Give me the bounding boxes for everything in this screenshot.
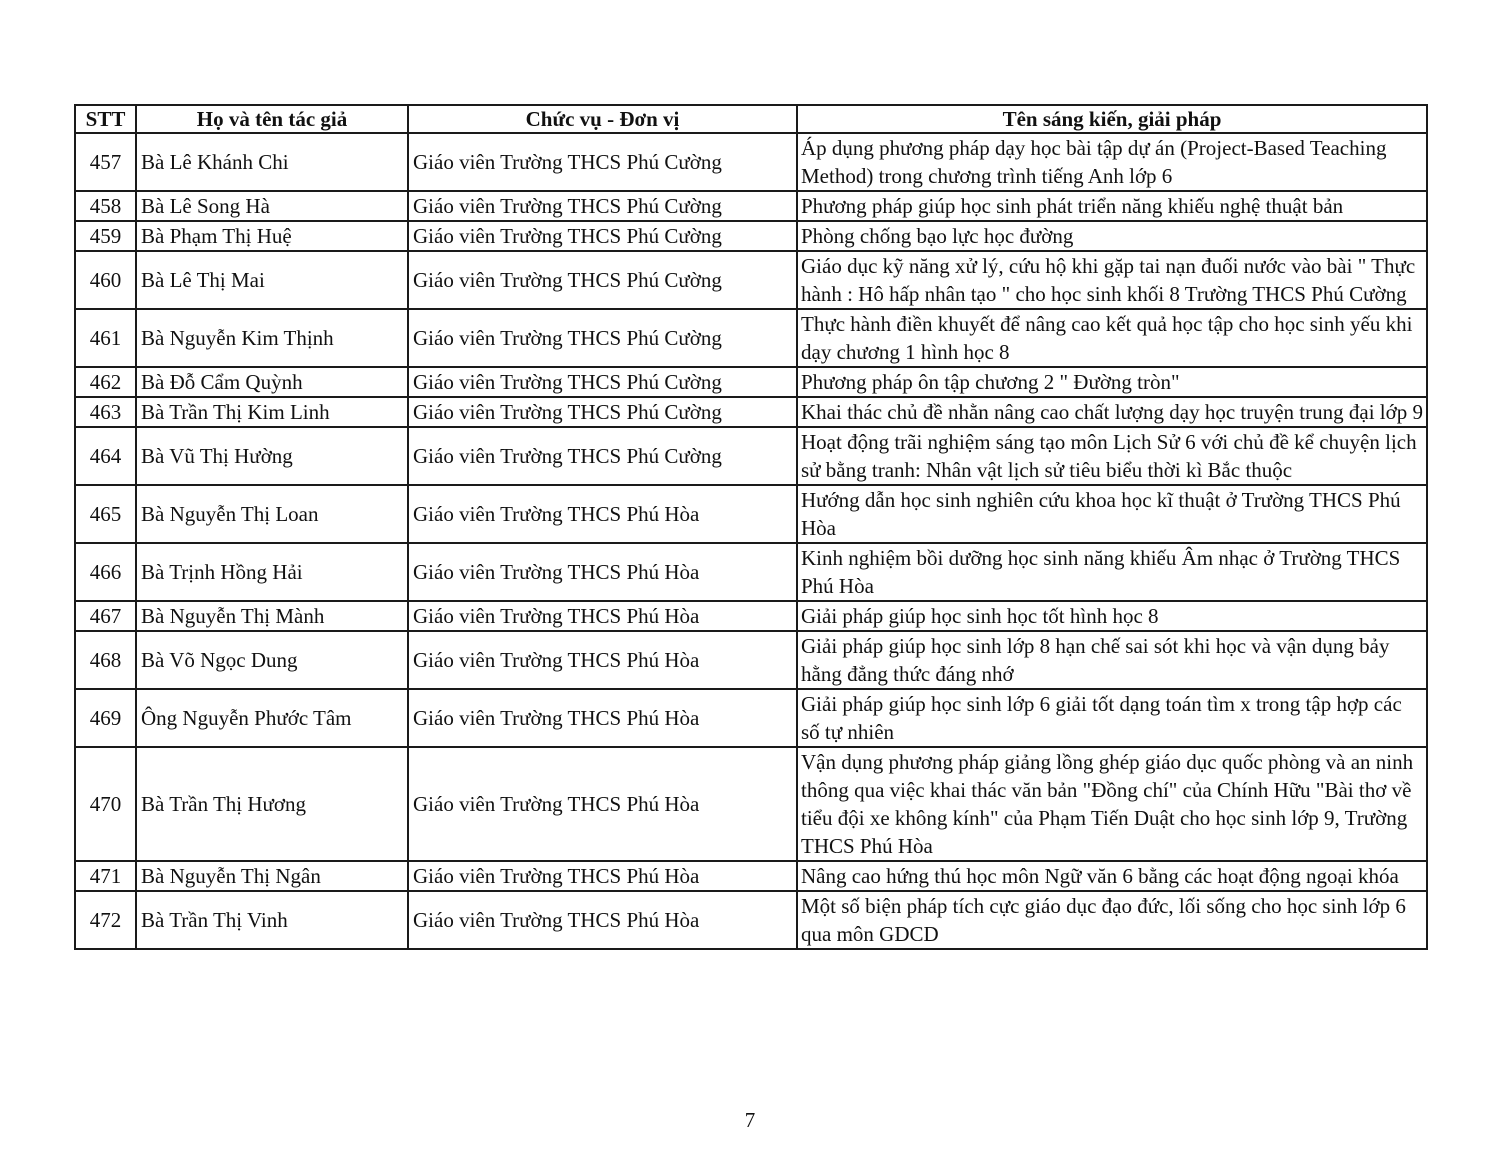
table-row: [75, 543, 1427, 601]
table-row: [75, 631, 1427, 689]
row-title: Vận dụng phương pháp giảng lồng ghép giáo dục quốc phòng và an ninh thông qua việc khai thác văn bản "Đồng chí" của Chính Hữu "Bài thơ về tiểu đội xe không kính" của Phạm Tiến Duật cho học sinh lớp 9, Trường THCS Phú Hòa: [797, 747, 1427, 861]
row-title: Nâng cao hứng thú học môn Ngữ văn 6 bằng các hoạt động ngoại khóa: [797, 861, 1427, 891]
row-author: Bà Võ Ngọc Dung: [136, 631, 408, 689]
row-position: Giáo viên Trường THCS Phú Cường: [408, 309, 797, 367]
row-title: Hướng dẫn học sinh nghiên cứu khoa học kĩ thuật ở Trường THCS Phú Hòa: [797, 485, 1427, 543]
table-row: [75, 861, 1427, 891]
table-header-row: [75, 105, 1427, 133]
row-position: Giáo viên Trường THCS Phú Cường: [408, 191, 797, 221]
row-stt: 470: [75, 747, 136, 861]
row-position: Giáo viên Trường THCS Phú Hòa: [408, 891, 797, 949]
row-title: Khai thác chủ đề nhằn nâng cao chất lượng dạy học truyện trung đại lớp 9: [797, 397, 1427, 427]
row-stt: 468: [75, 631, 136, 689]
row-title: Giải pháp giúp học sinh lớp 6 giải tốt dạng toán tìm x trong tập hợp các số tự nhiên: [797, 689, 1427, 747]
row-author: Bà Lê Thị Mai: [136, 251, 408, 309]
row-stt: 467: [75, 601, 136, 631]
row-stt: 466: [75, 543, 136, 601]
table-row: [75, 221, 1427, 251]
row-position: Giáo viên Trường THCS Phú Cường: [408, 367, 797, 397]
row-stt: 464: [75, 427, 136, 485]
table-row: [75, 747, 1427, 861]
table-row: [75, 251, 1427, 309]
initiatives-table: [74, 104, 1428, 950]
row-author: Bà Trần Thị Hương: [136, 747, 408, 861]
row-position: Giáo viên Trường THCS Phú Hòa: [408, 861, 797, 891]
row-title: Giải pháp giúp học sinh học tốt hình học 8: [797, 601, 1427, 631]
row-position: Giáo viên Trường THCS Phú Cường: [408, 427, 797, 485]
row-stt: 459: [75, 221, 136, 251]
row-title: Giáo dục kỹ năng xử lý, cứu hộ khi gặp tai nạn đuối nước vào bài " Thực hành : Hô hấp nhân tạo " cho học sinh khối 8 Trường THCS Phú Cường: [797, 251, 1427, 309]
row-position: Giáo viên Trường THCS Phú Cường: [408, 221, 797, 251]
table-row: [75, 397, 1427, 427]
row-position: Giáo viên Trường THCS Phú Cường: [408, 251, 797, 309]
row-position: Giáo viên Trường THCS Phú Hòa: [408, 631, 797, 689]
row-title: Kinh nghiệm bồi dưỡng học sinh năng khiếu Âm nhạc ở Trường THCS Phú Hòa: [797, 543, 1427, 601]
row-author: Bà Trần Thị Vinh: [136, 891, 408, 949]
row-author: Bà Nguyễn Thị Loan: [136, 485, 408, 543]
table-row: [75, 133, 1427, 191]
row-position: Giáo viên Trường THCS Phú Cường: [408, 397, 797, 427]
row-author: Bà Trần Thị Kim Linh: [136, 397, 408, 427]
row-stt: 469: [75, 689, 136, 747]
row-title: Áp dụng phương pháp dạy học bài tập dự án (Project-Based Teaching Method) trong chương trình tiếng Anh lớp 6: [797, 133, 1427, 191]
row-author: Bà Nguyễn Thị Ngân: [136, 861, 408, 891]
row-stt: 460: [75, 251, 136, 309]
row-title: Phương pháp giúp học sinh phát triển năng khiếu nghệ thuật bản: [797, 191, 1427, 221]
table-row: [75, 485, 1427, 543]
row-stt: 458: [75, 191, 136, 221]
row-author: Bà Trịnh Hồng Hải: [136, 543, 408, 601]
row-position: Giáo viên Trường THCS Phú Hòa: [408, 747, 797, 861]
row-title: Thực hành điền khuyết để nâng cao kết quả học tập cho học sinh yếu khi dạy chương 1 hình học 8: [797, 309, 1427, 367]
row-author: Bà Nguyễn Kim Thịnh: [136, 309, 408, 367]
table-row: [75, 367, 1427, 397]
table-row: [75, 891, 1427, 949]
row-author: Bà Nguyễn Thị Mành: [136, 601, 408, 631]
table-row: [75, 689, 1427, 747]
table-row: [75, 601, 1427, 631]
table-row: [75, 191, 1427, 221]
row-position: Giáo viên Trường THCS Phú Cường: [408, 133, 797, 191]
row-stt: 463: [75, 397, 136, 427]
row-author: Ông Nguyễn Phước Tâm: [136, 689, 408, 747]
row-title: Hoạt động trãi nghiệm sáng tạo môn Lịch Sử 6 với chủ đề kể chuyện lịch sử bằng tranh: Nhân vật lịch sử tiêu biểu thời kì Bắc thuộc: [797, 427, 1427, 485]
row-title: Phương pháp ôn tập chương 2 " Đường tròn": [797, 367, 1427, 397]
row-author: Bà Đỗ Cẩm Quỳnh: [136, 367, 408, 397]
row-position: Giáo viên Trường THCS Phú Hòa: [408, 485, 797, 543]
row-stt: 461: [75, 309, 136, 367]
row-author: Bà Lê Song Hà: [136, 191, 408, 221]
page-number: 7: [744, 1108, 756, 1132]
row-author: Bà Vũ Thị Hường: [136, 427, 408, 485]
row-position: Giáo viên Trường THCS Phú Hòa: [408, 543, 797, 601]
row-stt: 457: [75, 133, 136, 191]
row-author: Bà Lê Khánh Chi: [136, 133, 408, 191]
row-stt: 472: [75, 891, 136, 949]
header-stt: STT: [75, 105, 136, 133]
header-title: Tên sáng kiến, giải pháp: [797, 105, 1427, 133]
table-row: [75, 309, 1427, 367]
row-title: Phòng chống bạo lực học đường: [797, 221, 1427, 251]
row-position: Giáo viên Trường THCS Phú Hòa: [408, 601, 797, 631]
row-position: Giáo viên Trường THCS Phú Hòa: [408, 689, 797, 747]
row-title: Một số biện pháp tích cực giáo dục đạo đức, lối sống cho học sinh lớp 6 qua môn GDCD: [797, 891, 1427, 949]
table-row: [75, 427, 1427, 485]
header-author: Họ và tên tác giả: [136, 105, 408, 133]
row-title: Giải pháp giúp học sinh lớp 8 hạn chế sai sót khi học và vận dụng bảy hằng đẳng thức đáng nhớ: [797, 631, 1427, 689]
header-position: Chức vụ - Đơn vị: [408, 105, 797, 133]
row-author: Bà Phạm Thị Huệ: [136, 221, 408, 251]
row-stt: 465: [75, 485, 136, 543]
row-stt: 462: [75, 367, 136, 397]
row-stt: 471: [75, 861, 136, 891]
